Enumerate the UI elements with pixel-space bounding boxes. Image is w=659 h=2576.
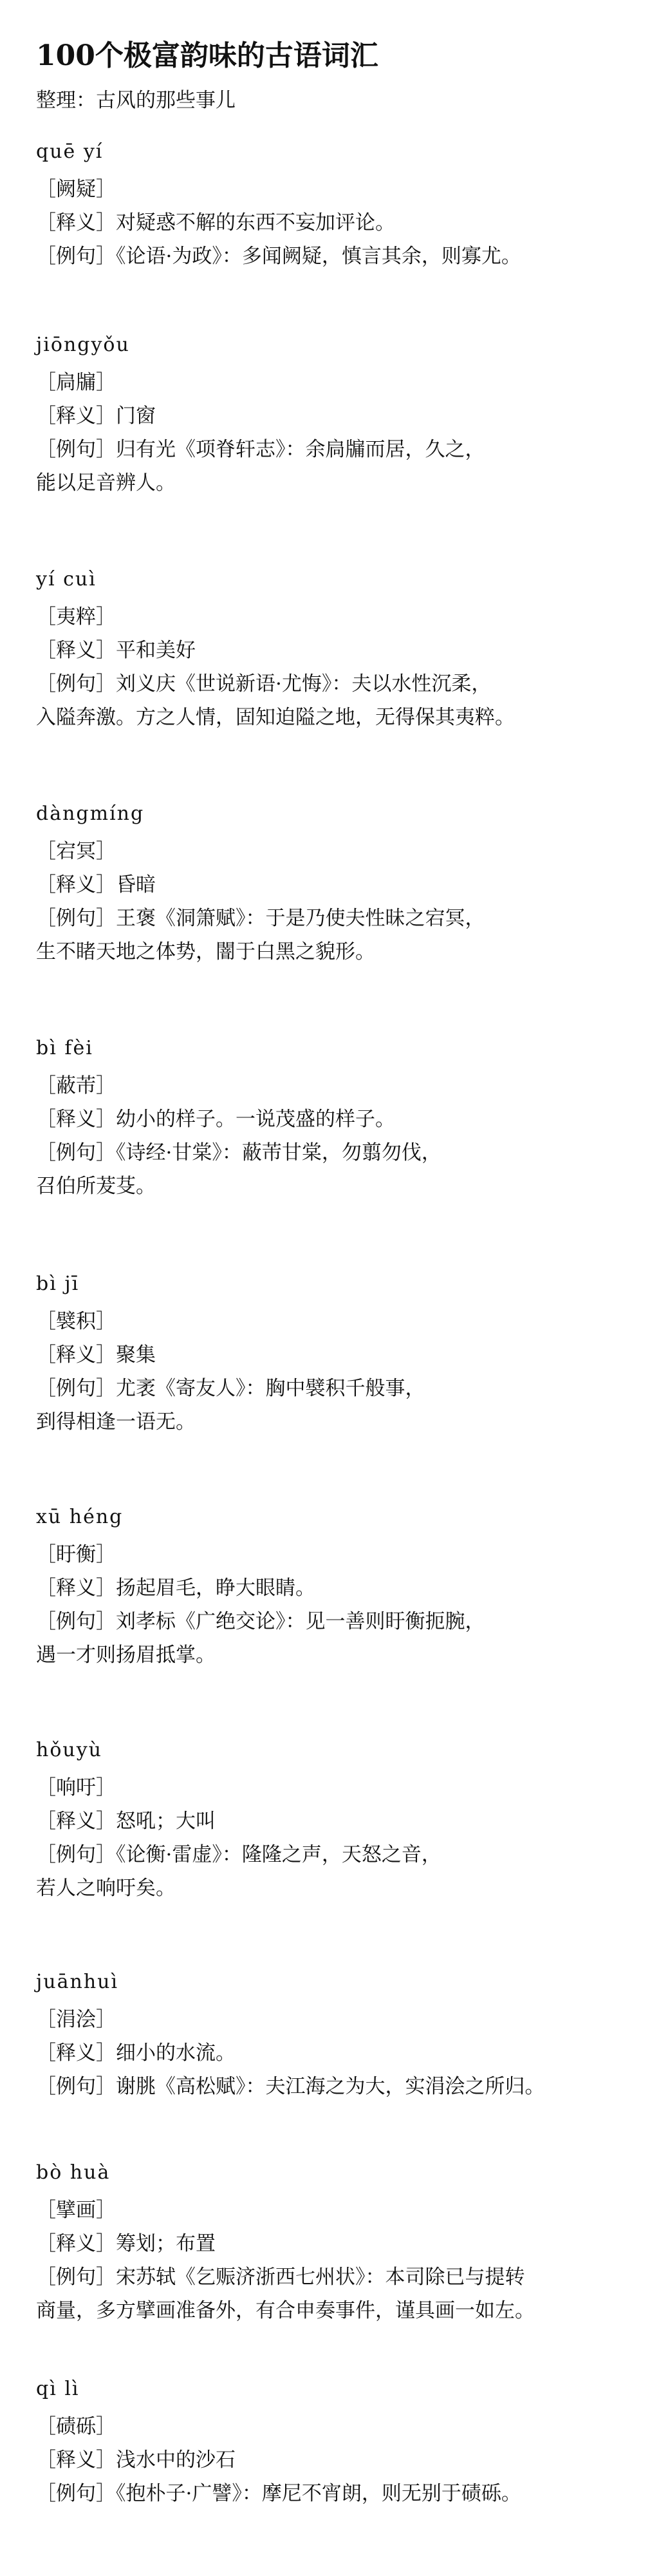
entry-pinyin: bì fèi bbox=[36, 1037, 93, 1059]
entry-pinyin: juānhuì bbox=[36, 1971, 119, 1993]
entry-meaning: ［释义］筹划；布置 bbox=[36, 2232, 216, 2255]
entry-example-continued: 能以足音辨人。 bbox=[36, 471, 176, 495]
vocab-entry bbox=[36, 801, 638, 969]
entry-meaning: ［释义］门窗 bbox=[36, 404, 156, 428]
entry-meaning: ［释义］幼小的样子。一说茂盛的样子。 bbox=[36, 1108, 395, 1131]
entry-example-continued: 入隘奔激。方之人情，固知迫隘之地，无得保其夷粹。 bbox=[36, 706, 515, 729]
entry-word: ［夷粹］ bbox=[36, 605, 116, 629]
vocab-entry bbox=[36, 1271, 638, 1439]
entry-meaning: ［释义］对疑惑不解的东西不妄加评论。 bbox=[36, 211, 395, 234]
entry-example-continued: 遇一才则扬眉抵掌。 bbox=[36, 1643, 216, 1667]
entry-meaning: ［释义］昏暗 bbox=[36, 873, 156, 896]
entry-example: ［例句］宋苏轼《乞赈济浙西七州状》：本司除已与提转 bbox=[36, 2266, 525, 2289]
entry-pinyin: xū héng bbox=[36, 1506, 124, 1528]
entry-pinyin: yí cuì bbox=[36, 568, 97, 591]
entry-word: ［擘画］ bbox=[36, 2199, 116, 2222]
vocab-entry bbox=[36, 567, 638, 734]
entry-word: ［襞积］ bbox=[36, 1310, 116, 1333]
entry-pinyin: jiōngyǒu bbox=[36, 334, 130, 356]
vocab-entry bbox=[36, 2376, 638, 2510]
vocab-entry bbox=[36, 1504, 638, 1672]
entry-word: ［响吁］ bbox=[36, 1776, 116, 1799]
entry-example-continued: 商量，多方擘画准备外，有合申奏事件，谨具画一如左。 bbox=[36, 2299, 535, 2322]
vocab-entry bbox=[36, 2160, 638, 2327]
entry-example: ［例句］王褒《洞箫赋》：于是乃使夫性昧之宕冥， bbox=[36, 907, 485, 930]
entry-pinyin: bì jī bbox=[36, 1273, 80, 1295]
entry-example: ［例句］《诗经·甘棠》：蔽芾甘棠，勿翦勿伐， bbox=[36, 1141, 441, 1164]
entry-pinyin: qì lì bbox=[36, 2378, 80, 2400]
vocab-entry bbox=[36, 1969, 638, 2103]
entry-pinyin: bò huà bbox=[36, 2161, 111, 2184]
entry-word: ［涓浍］ bbox=[36, 2008, 116, 2031]
entry-word: ［阙疑］ bbox=[36, 178, 116, 201]
entry-example: ［例句］《论衡·雷虚》：隆隆之声，天怒之音， bbox=[36, 1843, 441, 1866]
page-title: 100个极富韵味的古语词汇 bbox=[36, 39, 378, 72]
entry-meaning: ［释义］聚集 bbox=[36, 1343, 156, 1367]
entry-word: ［宕冥］ bbox=[36, 840, 116, 863]
entry-example-continued: 生不睹天地之体势，闇于白黑之貌形。 bbox=[36, 940, 375, 963]
entry-pinyin: quē yí bbox=[36, 140, 104, 163]
entry-example: ［例句］刘义庆《世说新语·尤悔》：夫以水性沉柔， bbox=[36, 672, 492, 696]
entry-example: ［例句］归有光《项脊轩志》：余扃牖而居，久之， bbox=[36, 438, 485, 461]
vocab-entry bbox=[36, 139, 638, 273]
entry-example: ［例句］《抱朴子·广譬》：摩尼不宵朗，则无别于碛砾。 bbox=[36, 2482, 521, 2505]
page-subtitle: 整理：古风的那些事儿 bbox=[36, 89, 236, 112]
entry-meaning: ［释义］细小的水流。 bbox=[36, 2041, 236, 2065]
entry-pinyin: dàngmíng bbox=[36, 802, 145, 825]
entry-word: ［碛砾］ bbox=[36, 2415, 116, 2438]
entry-example: ［例句］谢朓《高松赋》：夫江海之为大，实涓浍之所归。 bbox=[36, 2075, 545, 2098]
entry-example-continued: 若人之响吁矣。 bbox=[36, 1877, 176, 1900]
entry-example-continued: 召伯所茇芟。 bbox=[36, 1175, 156, 1198]
entry-example: ［例句］《论语·为政》：多闻阙疑，慎言其余，则寡尤。 bbox=[36, 245, 521, 268]
entry-word: ［蔽芾］ bbox=[36, 1074, 116, 1097]
entry-word: ［扃牖］ bbox=[36, 371, 116, 394]
entry-meaning: ［释义］扬起眉毛，睁大眼睛。 bbox=[36, 1577, 315, 1600]
entry-example: ［例句］尤袤《寄友人》：胸中襞积千般事， bbox=[36, 1377, 425, 1400]
entry-example: ［例句］刘孝标《广绝交论》：见一善则盱衡扼腕， bbox=[36, 1610, 485, 1633]
entry-example-continued: 到得相逢一语无。 bbox=[36, 1410, 196, 1434]
vocab-entry bbox=[36, 332, 638, 500]
entry-word: ［盱衡］ bbox=[36, 1543, 116, 1566]
entry-pinyin: hǒuyù bbox=[36, 1739, 102, 1761]
entry-meaning: ［释义］怒吼；大叫 bbox=[36, 1810, 216, 1833]
entry-meaning: ［释义］平和美好 bbox=[36, 639, 196, 662]
vocab-entry bbox=[36, 1738, 638, 1905]
entry-meaning: ［释义］浅水中的沙石 bbox=[36, 2448, 236, 2472]
vocab-entry bbox=[36, 1036, 638, 1203]
